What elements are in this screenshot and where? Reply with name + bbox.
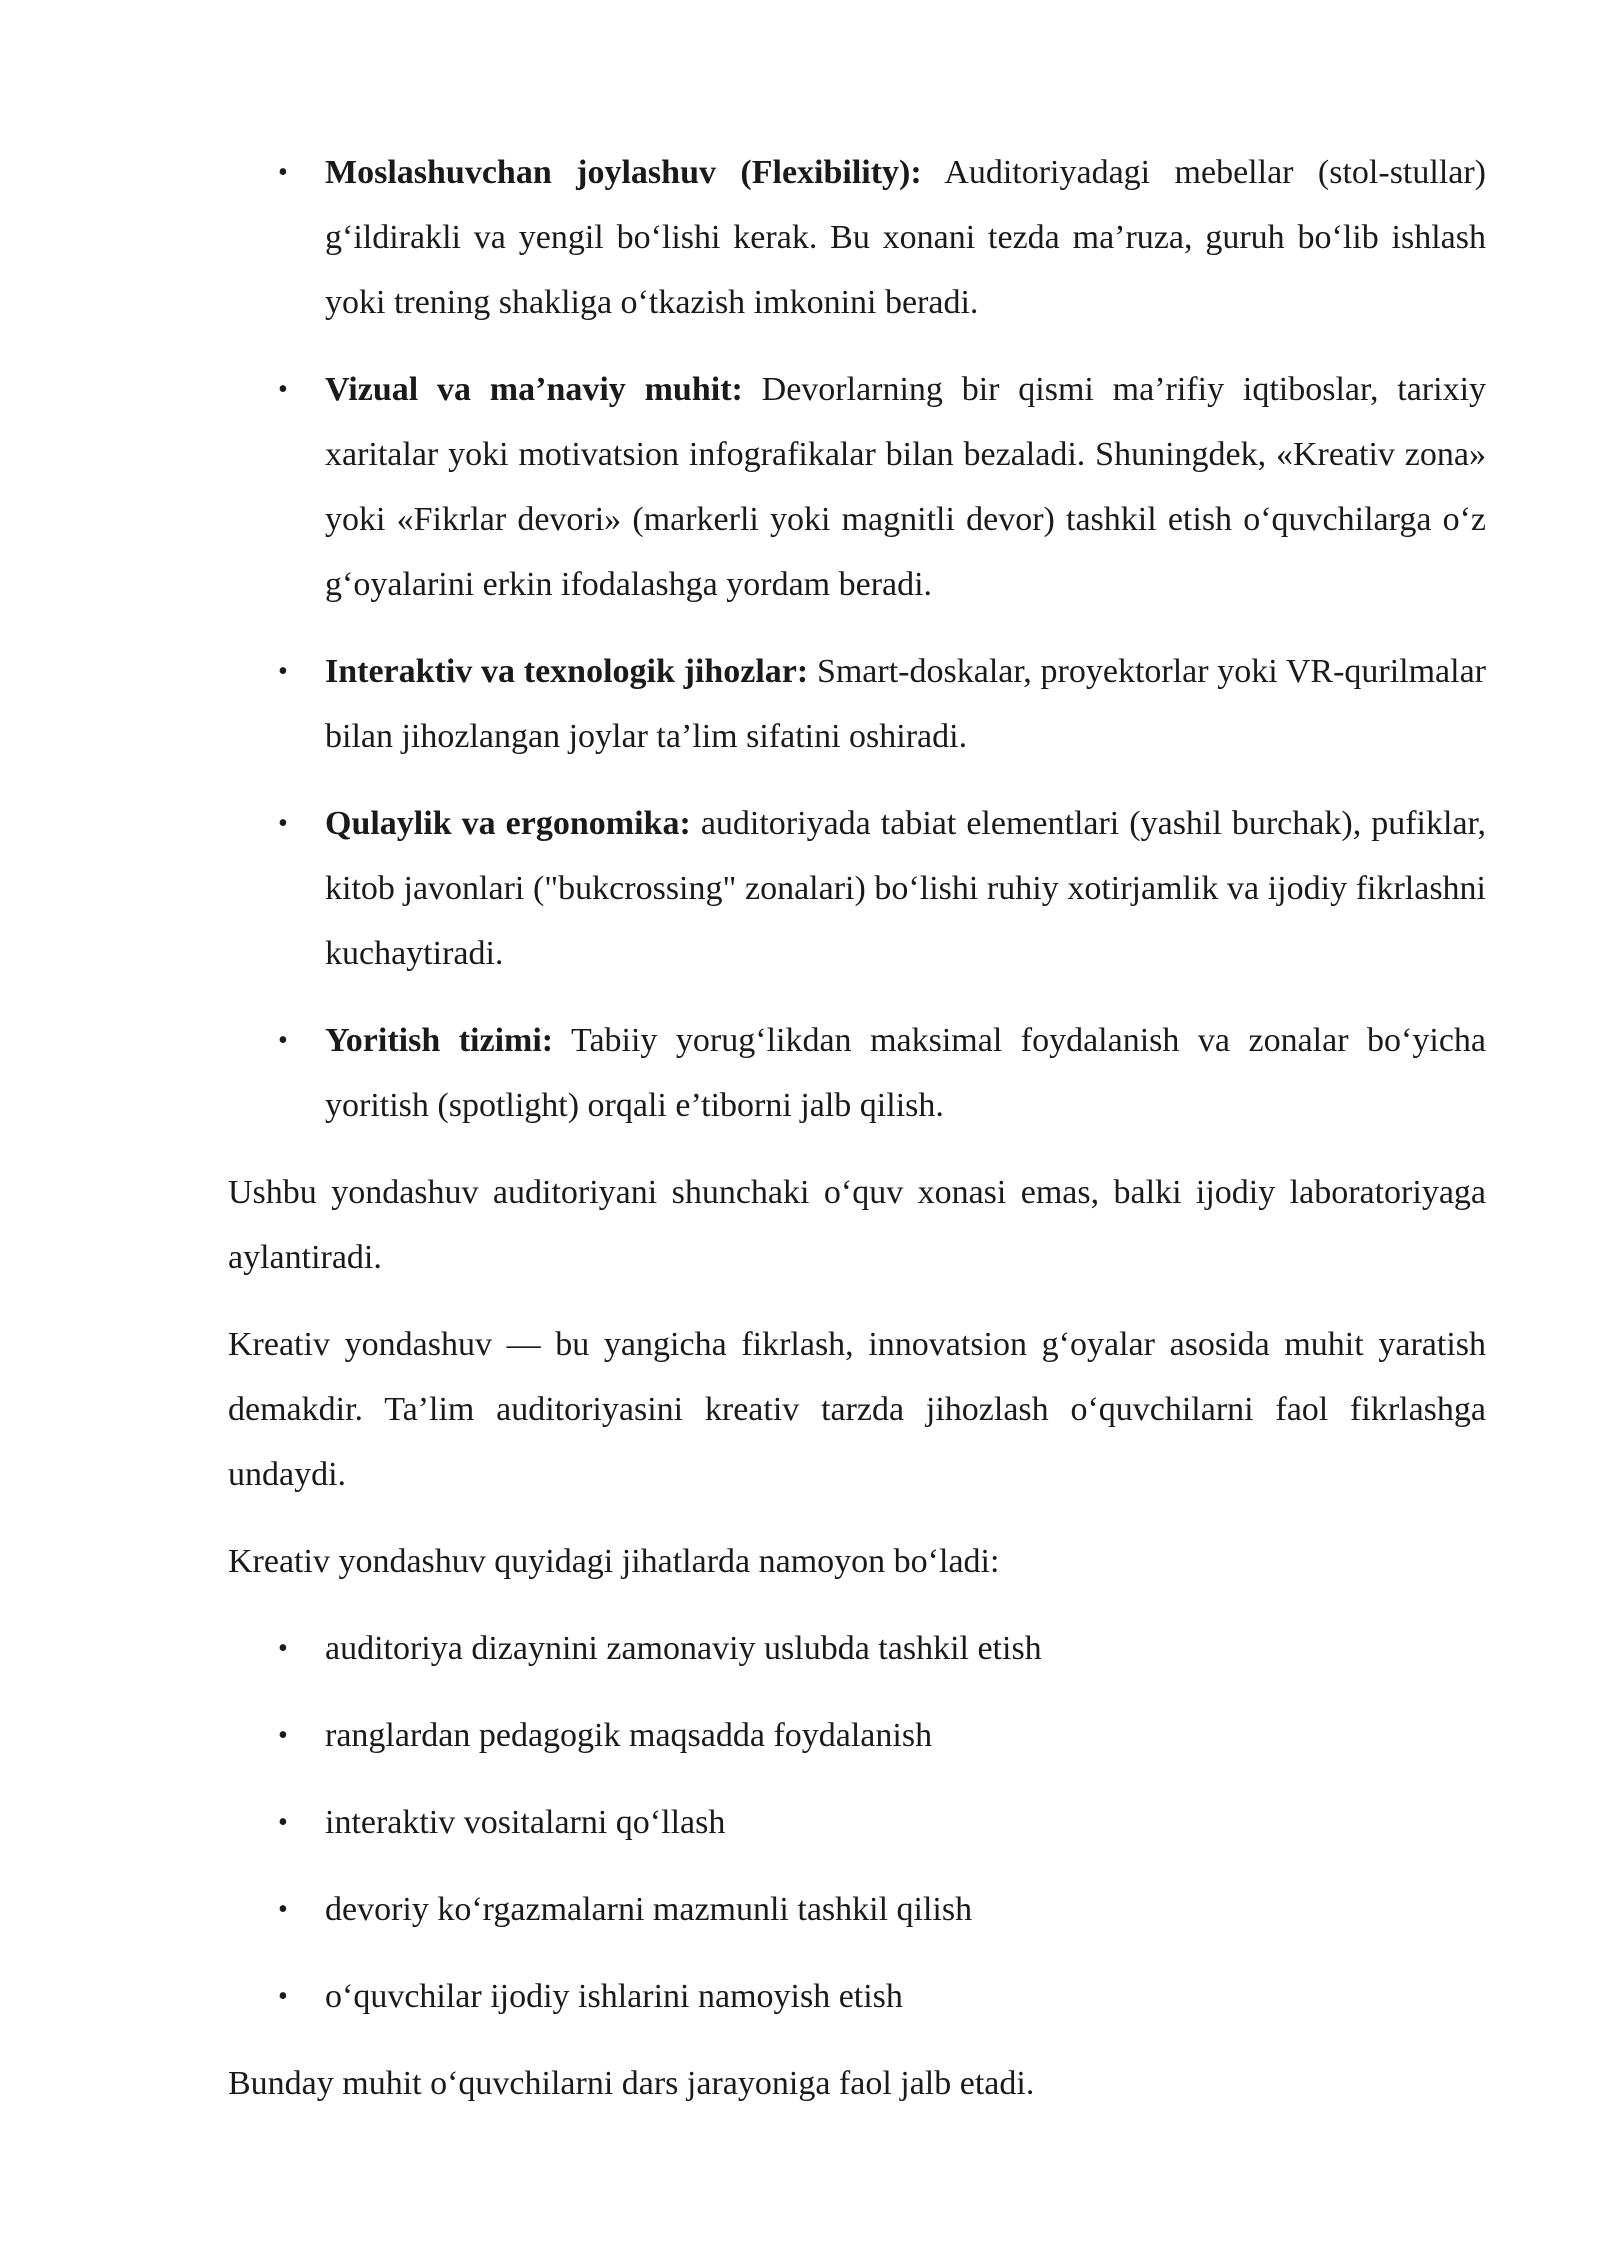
list-item [228,639,1486,769]
aspects-list [228,1616,1486,2029]
item-term: Qulaylik va ergonomika: [325,805,691,842]
list-item [228,791,1486,986]
bullet-icon: • [278,1025,288,1056]
item-text: interaktiv vositalarni qo‘llash [325,1804,726,1841]
item-text: Smart-doskalar, proyektorlar yoki VR-qurilmalar bilan jihozlangan joylar ta’lim sifatini oshiradi. [325,653,1486,755]
item-term: Vizual va ma’naviy muhit: [325,371,743,408]
paragraph: Kreativ yondashuv — bu yangicha fikrlash, innovatsion g‘oyalar asosida muhit yaratish demakdir. Ta’lim auditoriyasini kreativ tarzda jihozlash o‘quvchilarni faol fikrlashga undaydi. [228,1326,1486,1493]
paragraph: Bunday muhit o‘quvchilarni dars jarayoniga faol jalb etadi. [228,2065,1035,2102]
item-text: Devorlarning bir qismi ma’rifiy iqtiboslar, tarixiy xaritalar yoki motivatsion infografikalar bilan bezaladi. Shuningdek, «Kreativ zona» yoki «Fikrlar devori» (markerli yoki magnitli devor) tashkil etish o‘quvchilarga o‘z g‘oyalarini erkin ifodalashga yordam beradi. [325,371,1487,603]
item-text: o‘quvchilar ijodiy ishlarini namoyish etish [325,1978,903,2015]
list-item [228,1964,1486,2029]
item-term: Moslashuvchan joylashuv (Flexibility): [325,154,922,191]
bullet-icon: • [278,1633,288,1664]
item-text: Auditoriyadagi mebellar (stol-stullar) g‘ildirakli va yengil bo‘lishi kerak. Bu xonani tezda ma’ruza, guruh bo‘lib ishlash yoki trening shakliga o‘tkazish imkonini beradi. [325,154,1487,321]
item-term: Interaktiv va texnologik jihozlar: [325,653,809,690]
feature-list [228,140,1486,1138]
list-item [228,1877,1486,1942]
bullet-icon: • [278,656,288,687]
item-text: devoriy ko‘rgazmalarni mazmunli tashkil qilish [325,1891,973,1928]
bullet-icon: • [278,157,288,188]
item-term: Yoritish tizimi: [325,1022,554,1059]
item-text: auditoriyada tabiat elementlari (yashil burchak), pufiklar, kitob javonlari ("bukcrossing" zonalari) bo‘lishi ruhiy xotirjamlik va ijodiy fikrlashni kuchaytiradi. [325,805,1486,972]
list-item [228,1790,1486,1855]
list-item [228,357,1486,617]
bullet-icon: • [278,1807,288,1838]
list-item [228,1703,1486,1768]
list-item [228,1008,1486,1138]
paragraph: Ushbu yondashuv auditoriyani shunchaki o‘quv xonasi emas, balki ijodiy laboratoriyaga aylantiradi. [228,1174,1486,1276]
item-text: ranglardan pedagogik maqsadda foydalanish [325,1717,933,1754]
list-item [228,140,1486,335]
bullet-icon: • [278,808,288,839]
bullet-icon: • [278,1981,288,2012]
item-text: Tabiiy yorug‘likdan maksimal foydalanish va zonalar bo‘yicha yoritish (spotlight) orqali e’tiborni jalb qilish. [325,1022,1486,1124]
list-item [228,1616,1486,1681]
item-text: auditoriya dizaynini zamonaviy uslubda tashkil etish [325,1630,1042,1667]
bullet-icon: • [278,1894,288,1925]
document-page [228,140,1486,2116]
bullet-icon: • [278,374,288,405]
bullet-icon: • [278,1720,288,1751]
paragraph: Kreativ yondashuv quyidagi jihatlarda namoyon bo‘ladi: [228,1543,1000,1580]
